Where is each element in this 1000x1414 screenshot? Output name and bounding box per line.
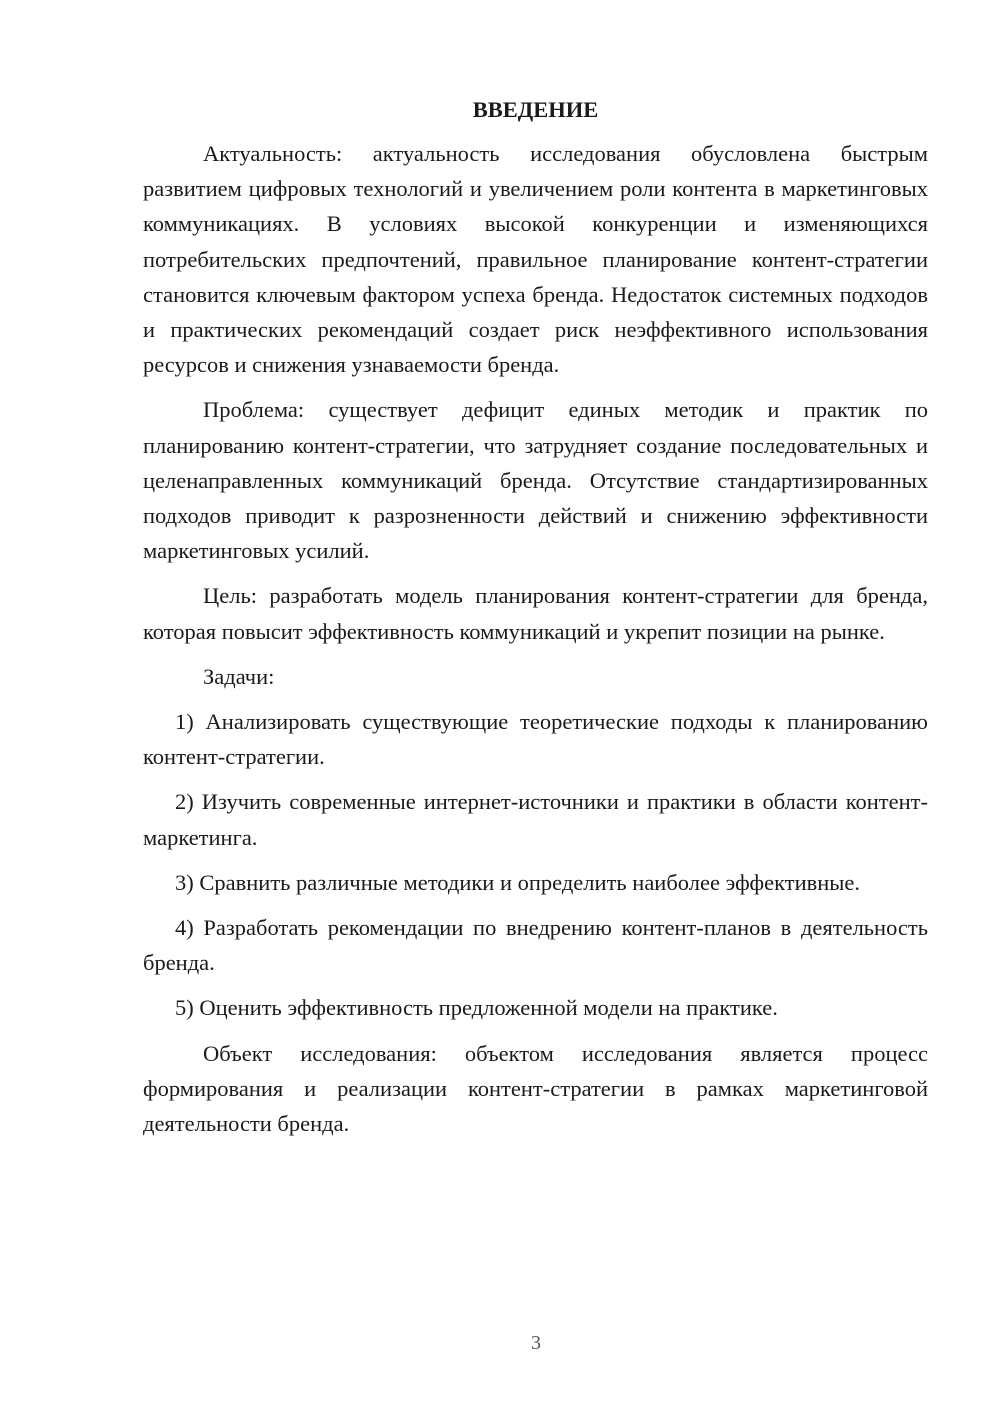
paragraph-relevance: Актуальность: актуальность исследования обусловлена быстрым развитием цифровых технологий и увеличением роли контента в маркетинговых коммуникациях. В условиях высокой конкуренции и изменяющихся потребительских предпочтений, правильное планирование контент-стратегии становится ключевым фактором успеха бренда. Недостаток системных подходов и практических рекомендаций создает риск неэффективного использования ресурсов и снижения узнаваемости бренда. [143,141,928,378]
task-item-4: 4) Разработать рекомендации по внедрению контент-планов в деятельность бренда. [143,915,928,976]
paragraph-problem: Проблема: существует дефицит единых методик и практик по планированию контент-стратегии, что затрудняет создание последовательных и целенаправленных коммуникаций бренда. Отсутствие стандартизированных подходов приводит к разрозненности действий и снижению эффективности маркетинговых усилий. [143,397,928,564]
task-item-5: 5) Оценить эффективность предложенной модели на практике. [175,995,778,1021]
tasks-heading: Задачи: [203,663,275,689]
paragraph-object: Объект исследования: объектом исследования является процесс формирования и реализации контент-стратегии в рамках маркетинговой деятельности бренда. [143,1040,928,1137]
task-item-2: 2) Изучить современные интернет-источники и практики в области контент-маркетинга. [143,789,928,850]
page-number: 3 [531,1332,541,1354]
document-body [143,92,928,1151]
task-item-3: 3) Сравнить различные методики и определить наиболее эффективные. [175,869,861,895]
section-title: ВВЕДЕНИЕ [472,97,599,122]
task-item-1: 1) Анализировать существующие теоретические подходы к планированию контент-стратегии. [143,709,928,770]
paragraph-goal: Цель: разработать модель планирования контент-стратегии для бренда, которая повысит эффективность коммуникаций и укрепит позиции на рынке. [143,583,928,644]
